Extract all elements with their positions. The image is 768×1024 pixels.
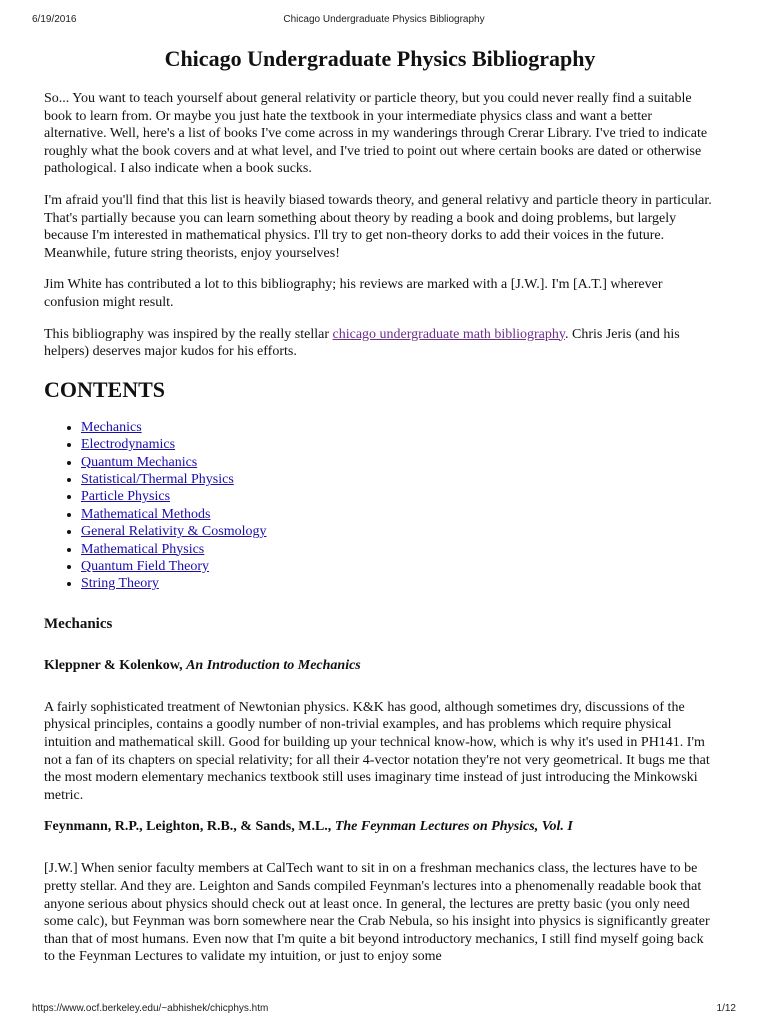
book-authors: Feynmann, R.P., Leighton, R.B., & Sands, M.L., <box>44 819 335 835</box>
contents-item <box>81 558 716 575</box>
print-url: https://www.ocf.berkeley.edu/~abhishek/chicphys.htm <box>32 1003 269 1014</box>
book-heading-feynman <box>44 818 716 836</box>
page-title: Chicago Undergraduate Physics Bibliography <box>164 46 596 71</box>
document-body <box>44 40 716 990</box>
math-bibliography-link[interactable]: chicago undergraduate math bibliography <box>332 326 565 342</box>
contents-link-mathematical-methods[interactable]: Mathematical Methods <box>81 506 211 522</box>
contents-link-electrodynamics[interactable]: Electrodynamics <box>81 437 176 453</box>
mechanics-heading: Mechanics <box>44 615 113 632</box>
contents-link-particle-physics[interactable]: Particle Physics <box>81 489 171 505</box>
contents-link-mechanics[interactable]: Mechanics <box>81 419 142 435</box>
contents-item <box>81 575 716 592</box>
contents-link-statistical-thermal-physics[interactable]: Statistical/Thermal Physics <box>81 471 234 487</box>
contents-item <box>81 523 716 540</box>
contents-list <box>44 419 716 593</box>
intro-text-before-link: This bibliography was inspired by the really stellar <box>44 326 333 342</box>
contents-item <box>81 488 716 505</box>
book-authors: Kleppner & Kolenkow, <box>44 657 187 673</box>
intro-paragraph-2: I'm afraid you'll find that this list is heavily biased towards theory, and general relativy and particle theory in particular. That's partially because you can learn something about theory by reading a book and doing problems, but largely because I'm interested in mathematical physics. I'll try to get non-theory dorks to add their voices in the future. Meanwhile, future string theorists, enjoy yourselves! <box>44 192 712 261</box>
contents-link-quantum-mechanics[interactable]: Quantum Mechanics <box>81 454 198 470</box>
contents-item <box>81 471 716 488</box>
contents-item <box>81 419 716 436</box>
contents-link-general-relativity-cosmology[interactable]: General Relativity & Cosmology <box>81 524 267 540</box>
book-title: The Feynman Lectures on Physics, Vol. I <box>334 819 573 835</box>
book-review-kleppner: A fairly sophisticated treatment of Newtonian physics. K&K has good, although sometimes dry, discussions of the physical principles, contains a goodly number of non-trivial examples, and has problems which require physical intuition and mathematical skill. Good for building up your technical know-how, which is why it's used in PH141. I'm not a fan of its chapters on special relativity; for all their 4-vector notation they're not very geometrical. It bugs me that the most modern elementary mechanics textbook still uses imaginary time instead of just introducing the Minkowski metric. <box>44 699 710 803</box>
book-heading-kleppner <box>44 657 716 675</box>
contents-item <box>81 506 716 523</box>
book-title: An Introduction to Mechanics <box>186 657 361 673</box>
contents-link-quantum-field-theory[interactable]: Quantum Field Theory <box>81 558 210 574</box>
contents-heading: CONTENTS <box>44 376 166 402</box>
print-page-number: 1/12 <box>716 1003 736 1014</box>
contents-item <box>81 436 716 453</box>
intro-text-after-link: . Chris Jeris (and his helpers) deserves major kudos for his efforts. <box>44 326 680 360</box>
contents-link-string-theory[interactable]: String Theory <box>81 576 159 592</box>
book-review-feynman: [J.W.] When senior faculty members at CalTech want to sit in on a freshman mechanics class, the lectures have to be pretty stellar. And they are. Leighton and Sands compiled Feynman's lectures into a phenomenally readable book that anyone serious about physics should check out at least once. In general, the lectures are pretty basic (you only need some calc), but Feynman was born somewhere near the Crab Nebula, so his insight into physics is significantly greater than that of most humans. Even now that I'm quite a bit beyond introductory mechanics, I still find myself going back to the Feynman Lectures to validate my intuition, or just to enjoy some <box>44 861 710 965</box>
intro-paragraph-3: Jim White has contributed a lot to this bibliography; his reviews are marked with a [J.W.]. I'm [A.T.] wherever confusion might result. <box>44 277 663 310</box>
print-page-title: Chicago Undergraduate Physics Bibliography <box>283 14 485 25</box>
print-footer <box>32 1003 736 1019</box>
contents-item <box>81 541 716 558</box>
contents-link-mathematical-physics[interactable]: Mathematical Physics <box>81 541 205 557</box>
print-date: 6/19/2016 <box>32 14 77 25</box>
intro-paragraph-1: So... You want to teach yourself about general relativity or particle theory, but you could never really find a suitable book to learn from. Or maybe you just hate the textbook in your intermediate physics class and want a better alternative. Well, here's a list of books I've come across in my wanderings through Crerar Library. I've tried to indicate roughly what the book covers and at what level, and I've tried to point out where certain books are dated or otherwise pathological. I also indicate when a book sucks. <box>44 91 708 177</box>
intro-paragraph-4 <box>44 326 716 361</box>
contents-item <box>81 454 716 471</box>
print-header <box>32 14 736 30</box>
